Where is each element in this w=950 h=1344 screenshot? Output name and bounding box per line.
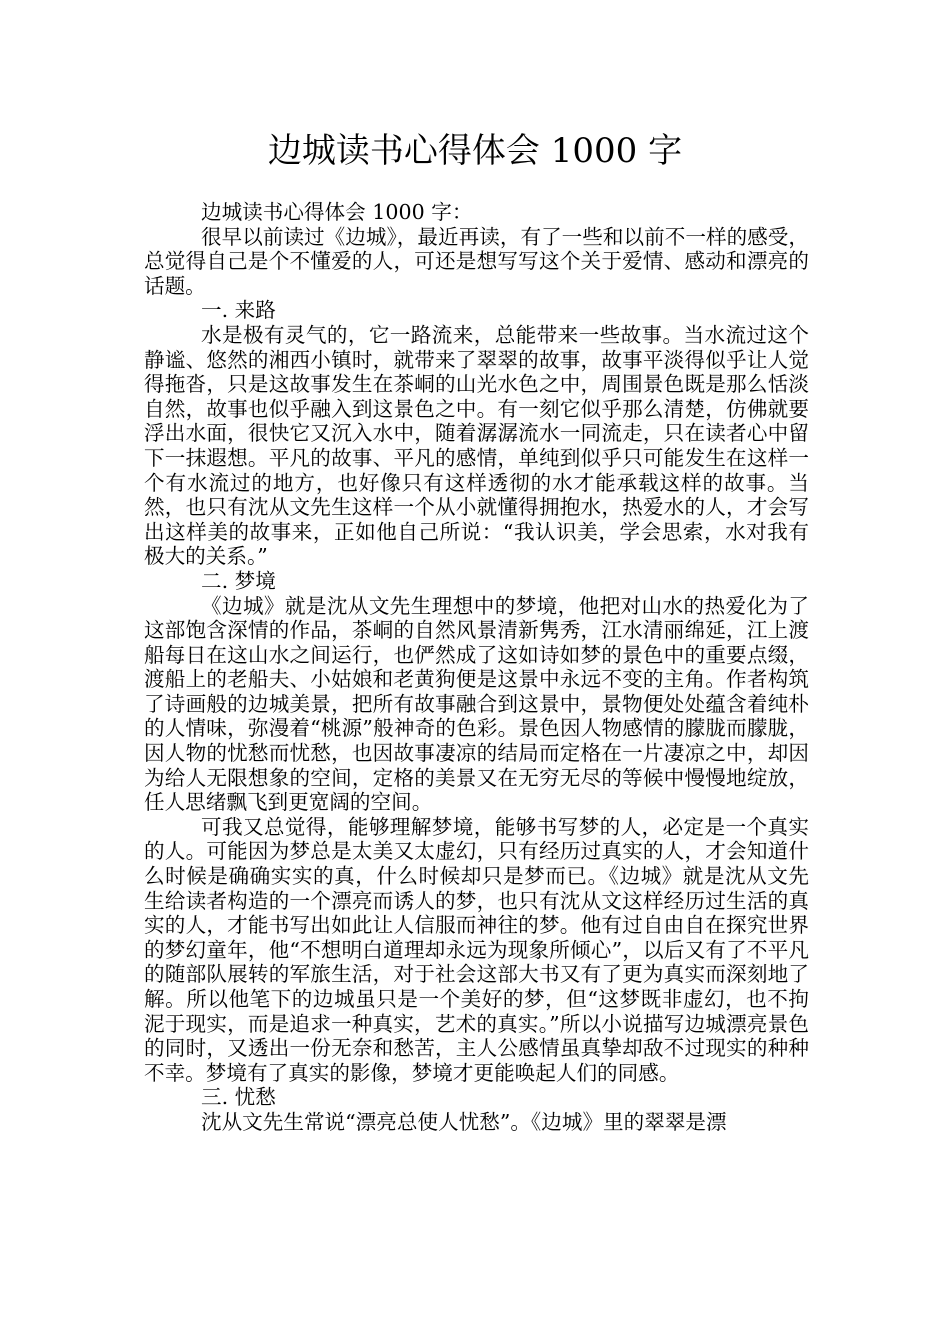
paragraph: 水是极有灵气的，它一路流来，总能带来一些故事。当水流过这个静谧、悠然的湘西小镇时，就带来了翠翠的故事，故事平淡得似乎让人觉得拖沓，只是这故事发生在茶峒的山光水色之中，周围景色既是那么恬淡自然，故事也似乎融入到这景色之中。有一刻它似乎那么清楚，仿佛就要浮出水面，很快它又沉入水中，随着潺潺流水一同流走，只在读者心中留下一抹遐想。平凡的故事、平凡的感情，单纯到似乎只可能发生在这样一个有水流过的地方，也好像只有这样透彻的水才能承载这样的故事。当然，也只有沈从文先生这样一个从小就懂得拥抱水，热爱水的人，才会写出这样美的故事来，正如他自己所说：“我认识美，学会思索，水对我有极大的关系。”	[144, 322, 809, 569]
document-body	[144, 200, 809, 1135]
intro-line: 边城读书心得体会 1000 字：	[201, 200, 473, 224]
paragraph: 《边城》就是沈从文先生理想中的梦境，他把对山水的热爱化为了这部饱含深情的作品，茶峒的自然风景清新隽秀，江水清丽绵延，江上渡船每日在这山水之间运行，也俨然成了这如诗如梦的景色中的重要点缀，渡船上的老船夫、小姑娘和老黄狗便是这景中永远不变的主角。作者构筑了诗画般的边城美景，把所有故事融合到这景中，景物便处处蕴含着纯朴的人情味，弥漫着“桃源”般神奇的色彩。景色因人物感情的朦胧而朦胧，因人物的忧愁而忧愁，也因故事凄凉的结局而定格在一片凄凉之中，却因为给人无限想象的空间，定格的美景又在无穷无尽的等候中慢慢地绽放，任人思绪飘飞到更宽阔的空间。	[144, 593, 809, 815]
section-heading: 一. 来路	[201, 298, 276, 323]
document-title: 边城读书心得体会 1000 字	[267, 131, 683, 171]
section-heading: 三. 忧愁	[201, 1085, 276, 1110]
paragraph: 可我又总觉得，能够理解梦境，能够书写梦的人，必定是一个真实的人。可能因为梦总是太美又太虚幻，只有经历过真实的人，才会知道什么时候是确确实实的真，什么时候却只是梦而已。《边城》就是沈从文先生给读者构造的一个漂亮而诱人的梦，也只有沈从文这样经历过生活的真实的人，才能书写出如此让人信服而神往的梦。他有过自由自在探究世界的梦幻童年，他“不想明白道理却永远为现象所倾心”，以后又有了不平凡的随部队展转的军旅生活，对于社会这部大书又有了更为真实而深刻地了解。所以他笔下的边城虽只是一个美好的梦，但“这梦既非虚幻，也不拘泥于现实，而是追求一种真实，艺术的真实。”所以小说描写边城漂亮景色的同时，又透出一份无奈和愁苦，主人公感情虽真挚却敌不过现实的种种不幸。梦境有了真实的影像，梦境才更能唤起人们的同感。	[144, 814, 809, 1085]
paragraph: 沈从文先生常说“漂亮总使人忧愁”。《边城》里的翠翠是漂	[201, 1109, 727, 1134]
section-heading: 二. 梦境	[201, 568, 276, 593]
paragraph: 很早以前读过《边城》，最近再读，有了一些和以前不一样的感受，总觉得自己是个不懂爱的人，可还是想写写这个关于爱情、感动和漂亮的话题。	[144, 224, 809, 298]
